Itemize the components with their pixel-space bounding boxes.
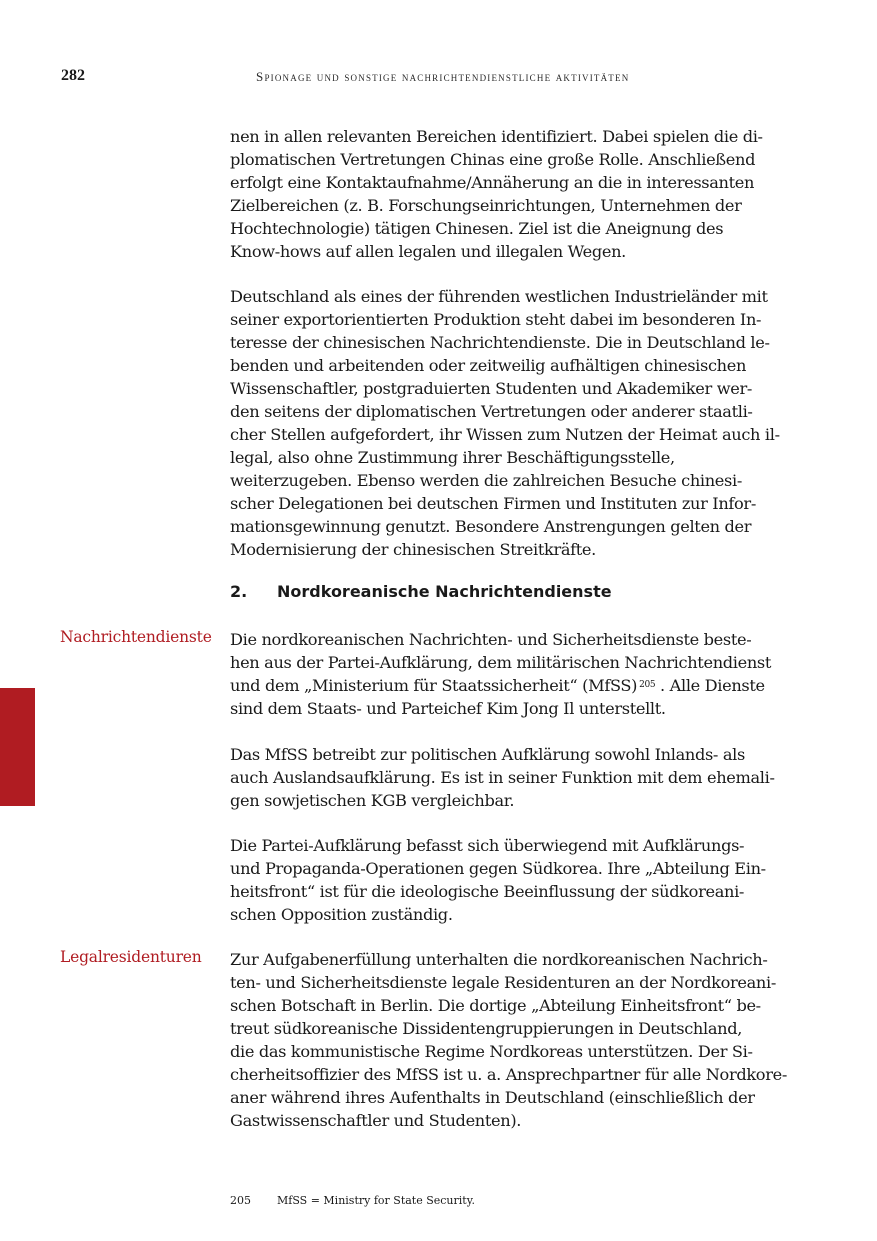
text-line: die das kommunistische Regime Nordkoreas unterstützen. Der Si- xyxy=(230,1042,753,1061)
text-segment: . Alle Dienste xyxy=(655,676,765,695)
text-line: teresse der chinesischen Nachrichtendienste. Die in Deutschland le- xyxy=(230,333,770,352)
text-line: aner während ihres Aufenthalts in Deutschland (einschließlich der xyxy=(230,1088,755,1107)
text-line: erfolgt eine Kontaktaufnahme/Annäherung an die in interessanten xyxy=(230,173,755,192)
section-title: Nordkoreanische Nachrichtendienste xyxy=(277,582,612,601)
margin-note-nachrichtendienste: Nachrichtendienste xyxy=(60,628,212,646)
text-line: heitsfront“ ist für die ideologische Beeinflussung der südkoreani- xyxy=(230,882,745,901)
footnote-number: 205 xyxy=(230,1194,251,1207)
paragraph-5 xyxy=(230,834,786,926)
text-line: cherheitsoffizier des MfSS ist u. a. Ansprechpartner für alle Nordkore- xyxy=(230,1065,787,1084)
text-line: sind dem Staats- und Parteichef Kim Jong Il unterstellt. xyxy=(230,699,666,718)
text-line xyxy=(230,674,786,697)
text-line: benden und arbeitenden oder zeitweilig aufhältigen chinesischen xyxy=(230,356,747,375)
text-line: schen Botschaft in Berlin. Die dortige „Abteilung Einheitsfront“ be- xyxy=(230,996,761,1015)
text-line: schen Opposition zuständig. xyxy=(230,905,453,924)
text-line: Deutschland als eines der führenden westlichen Industrieländer mit xyxy=(230,287,768,306)
text-line: legal, also ohne Zustimmung ihrer Beschäftigungsstelle, xyxy=(230,448,675,467)
text-line: Zur Aufgabenerfüllung unterhalten die nordkoreanischen Nachrich- xyxy=(230,950,768,969)
text-line: nen in allen relevanten Bereichen identifiziert. Dabei spielen die di- xyxy=(230,127,763,146)
text-line: plomatischen Vertretungen Chinas eine große Rolle. Anschließend xyxy=(230,150,756,169)
text-line: Die nordkoreanischen Nachrichten- und Sicherheitsdienste beste- xyxy=(230,630,752,649)
paragraph-3 xyxy=(230,628,786,720)
text-line: treut südkoreanische Dissidentengruppierungen in Deutschland, xyxy=(230,1019,743,1038)
margin-note-legalresidenturen: Legalresidenturen xyxy=(60,948,202,966)
page-number: 282 xyxy=(61,67,85,84)
text-line: hen aus der Partei-Aufklärung, dem militärischen Nachrichtendienst xyxy=(230,653,772,672)
chapter-thumb-tab xyxy=(0,688,35,806)
section-heading xyxy=(230,582,612,601)
text-line: den seitens der diplomatischen Vertretungen oder anderer staatli- xyxy=(230,402,753,421)
footnote-text: MfSS = Ministry for State Security. xyxy=(277,1194,475,1207)
text-line: und Propaganda-Operationen gegen Südkorea. Ihre „Abteilung Ein- xyxy=(230,859,766,878)
text-line: weiterzugeben. Ebenso werden die zahlreichen Besuche chinesi- xyxy=(230,471,742,490)
footnote xyxy=(230,1194,475,1207)
text-line: Know-hows auf allen legalen und illegalen Wegen. xyxy=(230,242,626,261)
text-line: seiner exportorientierten Produktion steht dabei im besonderen In- xyxy=(230,310,762,329)
text-line: gen sowjetischen KGB vergleichbar. xyxy=(230,791,515,810)
text-line: Das MfSS betreibt zur politischen Aufklärung sowohl Inlands- als xyxy=(230,745,745,764)
text-line: scher Delegationen bei deutschen Firmen und Instituten zur Infor- xyxy=(230,494,756,513)
paragraph-2 xyxy=(230,285,786,561)
text-line: cher Stellen aufgefordert, ihr Wissen zum Nutzen der Heimat auch il- xyxy=(230,425,780,444)
text-line: Die Partei-Aufklärung befasst sich überwiegend mit Aufklärungs- xyxy=(230,836,745,855)
paragraph-1 xyxy=(230,125,786,263)
text-line: Wissenschaftler, postgraduierten Studenten und Akademiker wer- xyxy=(230,379,752,398)
text-line: auch Auslandsaufklärung. Es ist in seiner Funktion mit dem ehemali- xyxy=(230,768,775,787)
text-line: Hochtechnologie) tätigen Chinesen. Ziel ist die Aneignung des xyxy=(230,219,724,238)
text-line: Modernisierung der chinesischen Streitkräfte. xyxy=(230,540,596,559)
paragraph-4 xyxy=(230,743,786,812)
footnote-reference[interactable]: 205 xyxy=(639,680,656,690)
running-head: spionage und sonstige nachrichtendienstliche aktivitäten xyxy=(256,69,630,84)
paragraph-6 xyxy=(230,948,786,1132)
text-line: Gastwissenschaftler und Studenten). xyxy=(230,1111,522,1130)
section-number: 2. xyxy=(230,582,248,601)
text-line: Zielbereichen (z. B. Forschungseinrichtungen, Unternehmen der xyxy=(230,196,742,215)
text-line: ten- und Sicherheitsdienste legale Residenturen an der Nordkoreani- xyxy=(230,973,776,992)
text-line: mationsgewinnung genutzt. Besondere Anstrengungen gelten der xyxy=(230,517,752,536)
text-segment: und dem „Ministerium für Staatssicherheit“ (MfSS) xyxy=(230,676,638,695)
